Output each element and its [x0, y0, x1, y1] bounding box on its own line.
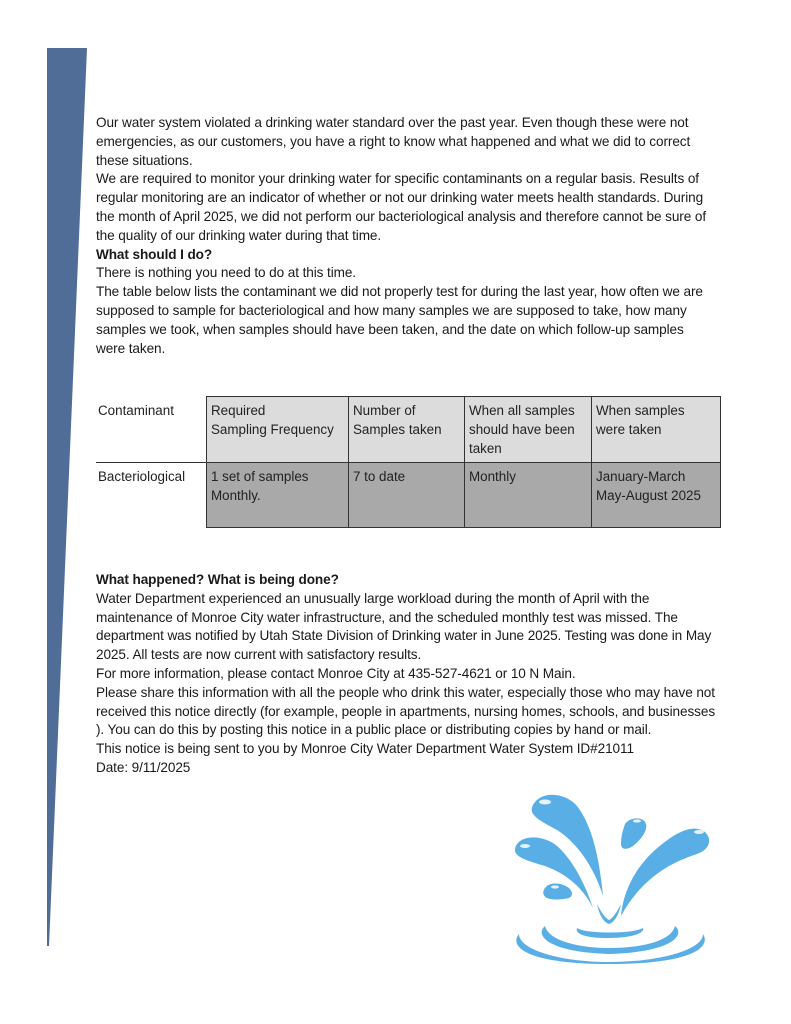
- what-should-i-do-heading: What should I do?: [96, 246, 213, 262]
- table-row-label-bacteriological: Bacteriological: [96, 463, 207, 528]
- intro-paragraph-1: Our water system violated a drinking water standard over the past year. Even though these were not emergencies, as our customers, you have a right to know what happened and what we did to correct these situations.: [96, 115, 691, 168]
- table-header-required-frequency: Required Sampling Frequency: [207, 397, 349, 463]
- notice-body: [96, 114, 716, 358]
- table-header-when-should-have-been-taken: When all samples should have been taken: [465, 397, 592, 463]
- contaminant-table-container: [96, 396, 726, 528]
- notice-date: Date: 9/11/2025: [96, 759, 191, 775]
- table-header-when-samples-taken: When samples were taken: [592, 397, 721, 463]
- table-cell-required-frequency: 1 set of samples Monthly.: [207, 463, 349, 528]
- what-happened-paragraph-1: Water Department experienced an unusually large workload during the month of April with the maintenance of Monroe City water infrastructure, and the scheduled monthly test was missed. The department was notified by Utah State Division of Drinking water in June 2025. Testing was done in May 2025. All tests are now current with satisfactory results.: [96, 590, 712, 663]
- table-row: [96, 463, 721, 528]
- blue-stripe-decoration: [0, 0, 100, 1024]
- contact-info-paragraph: For more information, please contact Monroe City at 435-527-4621 or 10 N Main.: [96, 665, 576, 681]
- table-header-number-of-samples: Number of Samples taken: [349, 397, 465, 463]
- table-header-contaminant: Contaminant: [96, 397, 207, 463]
- table-cell-when-should-have-been-taken: Monthly: [465, 463, 592, 528]
- what-happened-section: [96, 571, 716, 778]
- what-happened-heading: What happened? What is being done?: [96, 572, 339, 587]
- water-splash-icon: [505, 784, 717, 964]
- sender-paragraph: This notice is being sent to you by Monroe City Water Department Water System ID#21011: [96, 741, 634, 757]
- what-should-i-do-paragraph-1: There is nothing you need to do at this time.: [96, 265, 356, 281]
- share-notice-paragraph: Please share this information with all the people who drink this water, especially those who may have not received this notice directly (for example, people in apartments, nursing homes, schools, and businesses ). You can do this by posting this notice in a public place or distributing copies by hand or mail.: [96, 684, 716, 738]
- what-should-i-do-paragraph-2: The table below lists the contaminant we did not properly test for during the last year, how often we are supposed to sample for bacteriological and how many samples we are supposed to take, how many samples we took, when samples should have been taken, and the date on which follow-up samples were taken.: [96, 284, 703, 356]
- table-cell-when-samples-taken: January-March May-August 2025: [592, 463, 721, 528]
- table-cell-number-of-samples: 7 to date: [349, 463, 465, 528]
- contaminant-table: [96, 396, 721, 528]
- intro-paragraph-2: We are required to monitor your drinking water for specific contaminants on a regular basis. Results of regular monitoring are an indicator of whether or not our drinking water meets health standards. During the month of April 2025, we did not perform our bacteriological analysis and therefore cannot be sure of the quality of our drinking water during that time.: [96, 171, 706, 243]
- table-header-row: [96, 397, 721, 463]
